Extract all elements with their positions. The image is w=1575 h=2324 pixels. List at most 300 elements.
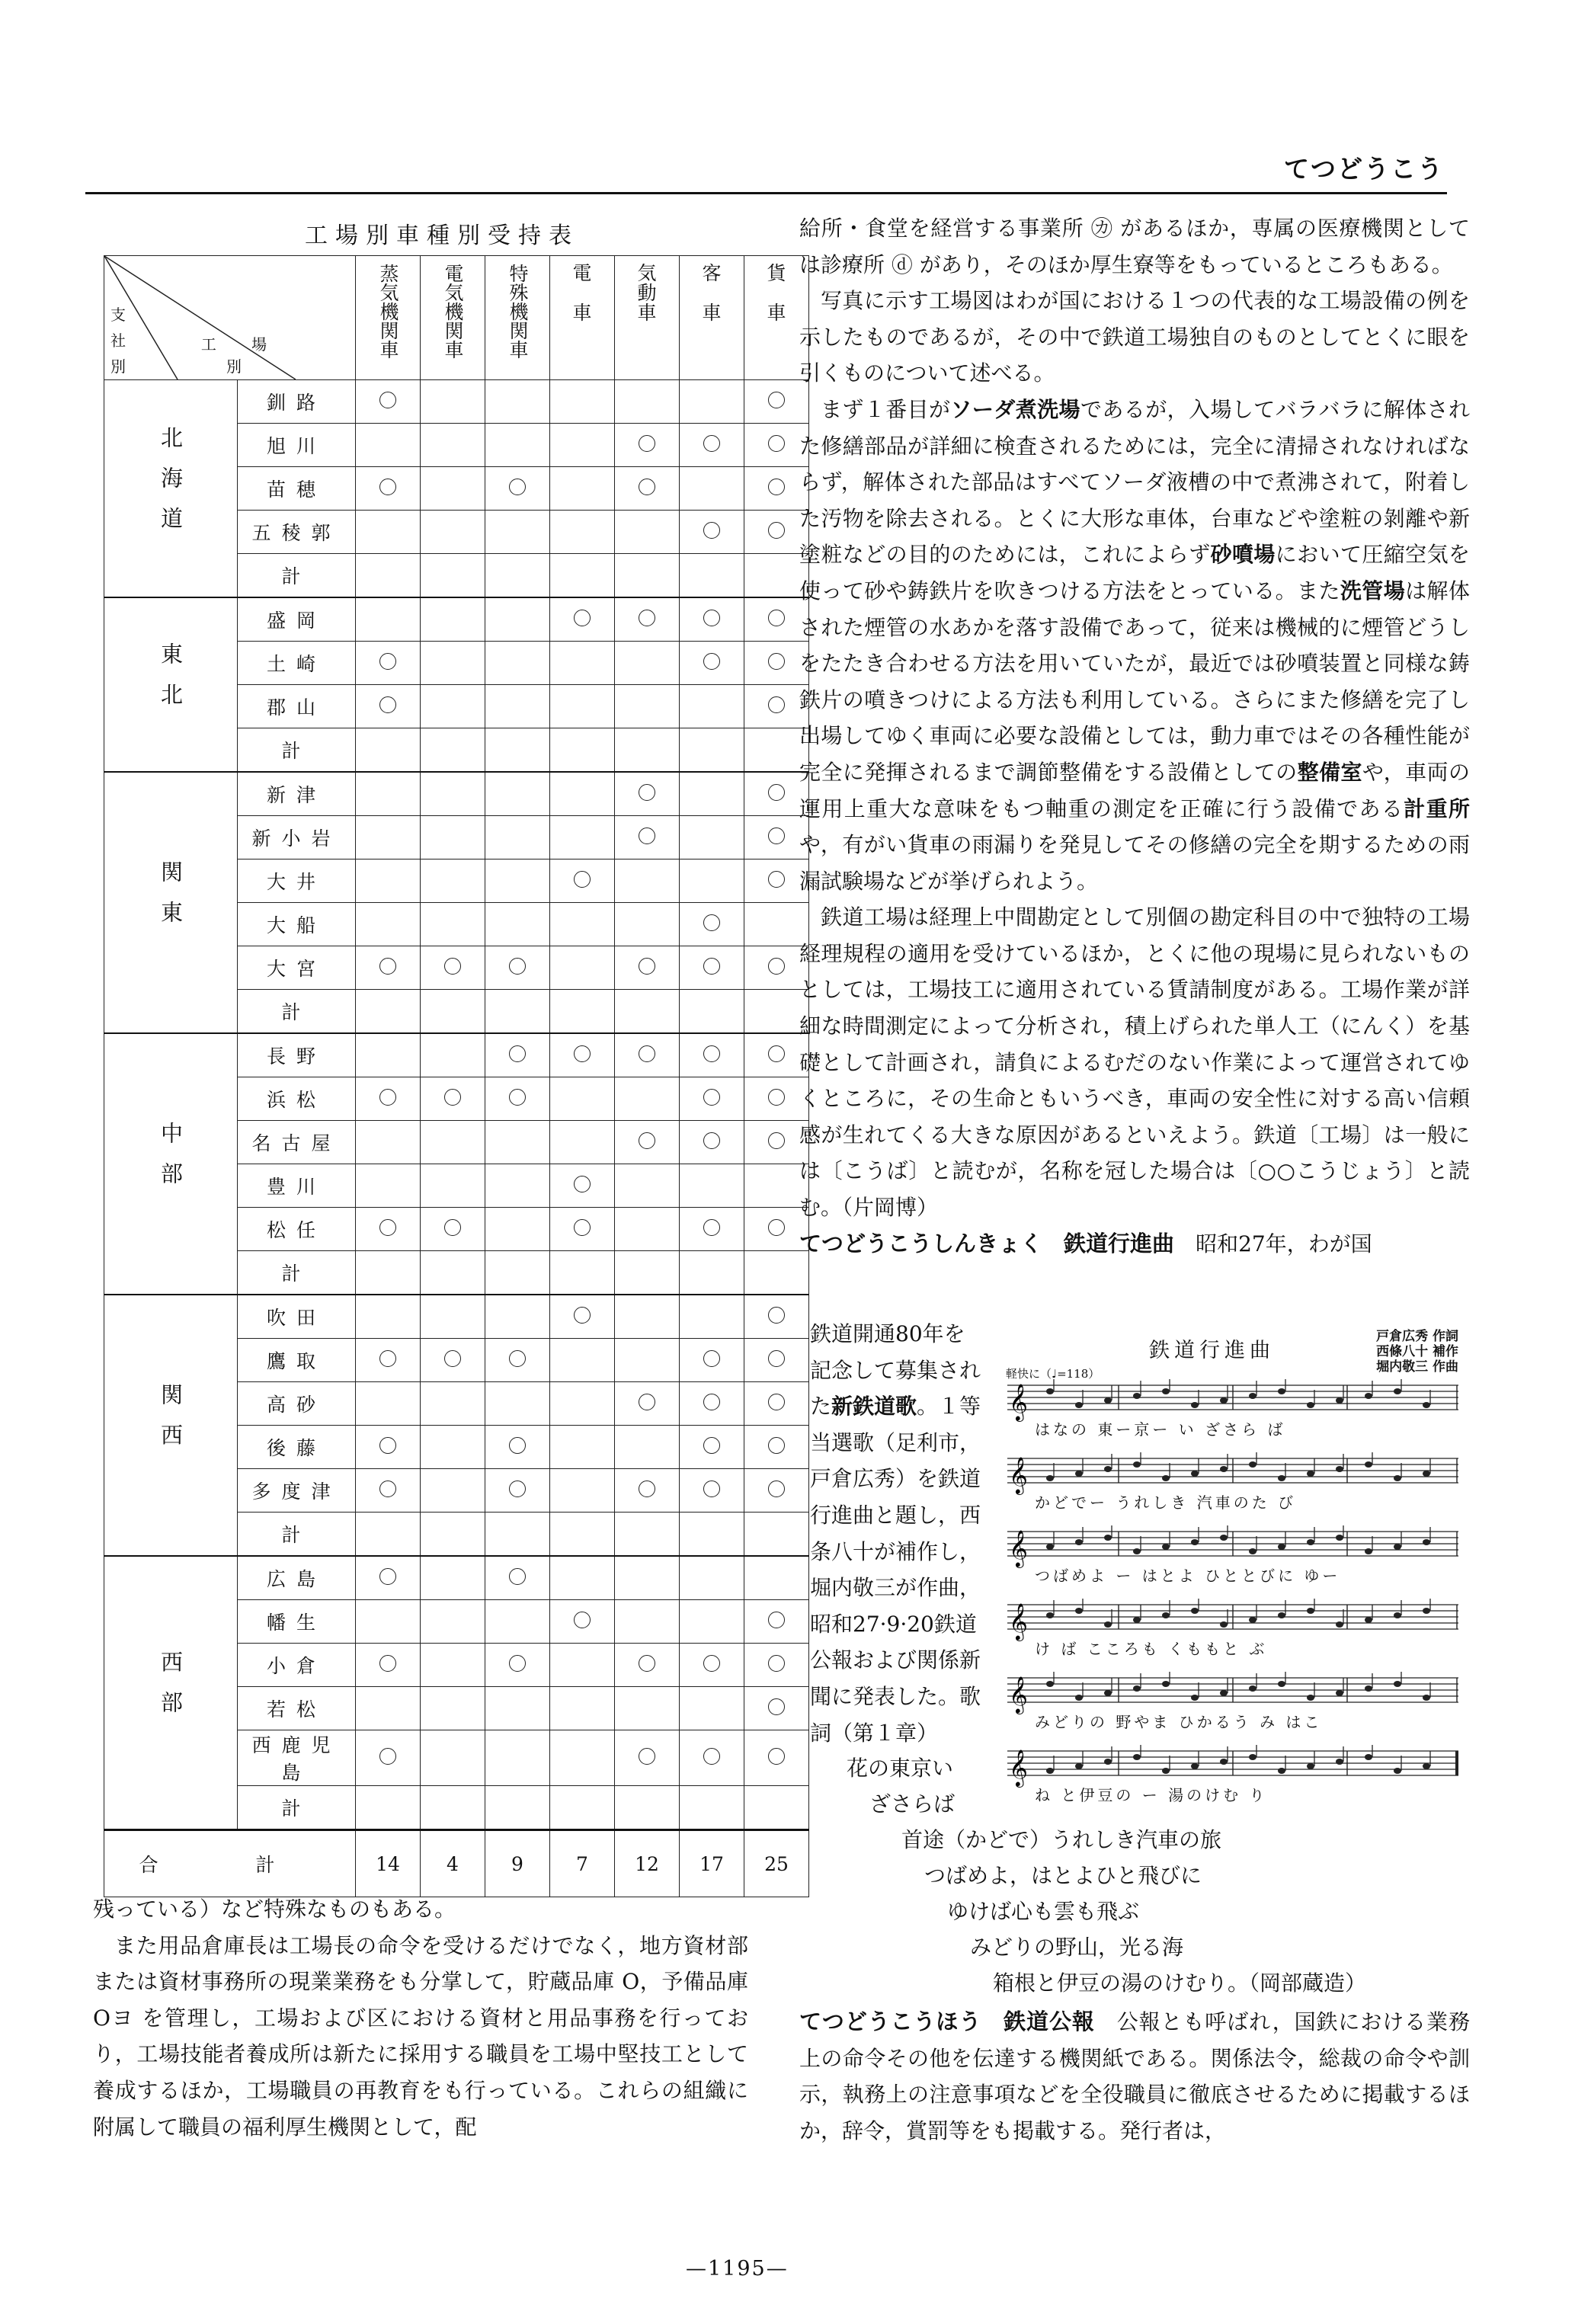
factory-name: 浜松: [238, 1077, 356, 1121]
mark-cell: [550, 1339, 615, 1382]
factory-name: 計: [238, 728, 356, 773]
mark-cell: [485, 511, 550, 554]
right-paragraph: まず１番目がソーダ煮洗場であるが，入場してバラバラに解体された修繕部品が詳細に検査されるためには，完全に清掃されなければならず，解体された部品はすべてソーダ液槽の中で煮沸されて，附着した汚物を除去される。とくに大形な車体，台車などや塗粧の剝離や新塗粧などの目的のためには，これによらず砂噴場において圧縮空気を使って砂や鋳鉄片を吹きつける方法をとっている。また洗管場は解体された煙管の水あかを落す設備であって，従来は機械的に煙管どうしをたたき合わせる方法を用いていたが，最近では砂噴装置と同様な鋳鉄片の噴きつけによる方法も利用している。さらにまた修繕を完了し出場してゆく車両に必要な設備としては，動力車ではその各種性能が完全に発揮されるまで調節整備をする設備としての整備室や，車両の運用上重大な意味をもつ軸重の測定を正確に行う設備である計重所や，有がい貨車の雨漏りを発見してその修繕の完全を期するための雨漏試験場などが挙げられよう。: [799, 396, 1470, 894]
mark-cell: [550, 642, 615, 685]
circle-mark-icon: [639, 479, 655, 495]
circle-mark-icon: [379, 479, 396, 495]
total-value: 14: [356, 1830, 421, 1897]
mark-cell: [550, 1687, 615, 1730]
table-row: [104, 1295, 809, 1339]
circle-mark-icon: [768, 1481, 785, 1497]
svg-text:𝄞: 𝄞: [1009, 1456, 1028, 1493]
mark-cell: [550, 816, 615, 859]
mark-cell: [421, 1556, 485, 1600]
mark-cell: [744, 1295, 809, 1339]
mark-cell: [615, 1644, 680, 1687]
factory-name: 多度津: [238, 1469, 356, 1513]
mark-cell: [680, 685, 744, 728]
mark-cell: [615, 1513, 680, 1557]
mark-cell: [356, 772, 421, 816]
entry-heading: てつどうこうほう: [799, 2009, 982, 2034]
mark-cell: [744, 1339, 809, 1382]
mark-cell: [615, 1426, 680, 1469]
mark-cell: [550, 728, 615, 773]
circle-mark-icon: [444, 958, 461, 975]
mark-cell: [680, 1786, 744, 1830]
mark-cell: [421, 728, 485, 773]
circle-mark-icon: [703, 1481, 720, 1497]
circle-mark-icon: [639, 784, 655, 801]
mark-cell: [485, 946, 550, 990]
mark-cell: [615, 380, 680, 424]
mark-cell: [421, 1295, 485, 1339]
mark-cell: [421, 1339, 485, 1382]
circle-mark-icon: [703, 914, 720, 931]
mark-cell: [421, 685, 485, 728]
lyric-under-staff: みどりの 野やま ひかるう み はこ: [1035, 1713, 1323, 1731]
mark-cell: [744, 1786, 809, 1830]
factory-name: 旭川: [238, 424, 356, 467]
factory-name: 松任: [238, 1208, 356, 1251]
mark-cell: [615, 728, 680, 773]
circle-mark-icon: [379, 1350, 396, 1367]
mark-cell: [356, 1469, 421, 1513]
mark-cell: [485, 1033, 550, 1077]
circle-mark-icon: [768, 1219, 785, 1236]
mark-cell: [550, 1164, 615, 1208]
mark-cell: [744, 1426, 809, 1469]
mark-cell: [550, 511, 615, 554]
svg-text:𝄞: 𝄞: [1009, 1749, 1028, 1786]
mark-cell: [485, 1644, 550, 1687]
svg-text:𝄞: 𝄞: [1009, 1383, 1028, 1420]
keyword: 砂噴場: [1210, 542, 1276, 568]
entry-heading: てつどうこうしんきょく: [799, 1230, 1043, 1256]
mark-cell: [615, 859, 680, 903]
mark-cell: [485, 467, 550, 511]
mark-cell: [356, 380, 421, 424]
mark-cell: [550, 1644, 615, 1687]
mark-cell: [680, 1382, 744, 1426]
mark-cell: [680, 1077, 744, 1121]
circle-mark-icon: [379, 1089, 396, 1106]
mark-cell: [615, 1077, 680, 1121]
mark-cell: [550, 1251, 615, 1295]
entry-title: 鉄道行進曲: [1064, 1230, 1175, 1256]
mark-cell: [680, 772, 744, 816]
mark-cell: [485, 1469, 550, 1513]
mark-cell: [615, 1600, 680, 1644]
mark-cell: [550, 903, 615, 946]
keyword: 計重所: [1404, 795, 1470, 821]
lyric-line: ざさらば: [869, 1791, 956, 1817]
mark-cell: [485, 1251, 550, 1295]
total-value: 4: [421, 1830, 485, 1897]
corner-branch-label: 支 社 別: [110, 306, 126, 376]
mark-cell: [356, 597, 421, 642]
mark-cell: [421, 772, 485, 816]
lyric-line: みどりの野山，光る海: [970, 1935, 1184, 1960]
circle-mark-icon: [703, 1655, 720, 1672]
factory-table: [104, 255, 809, 1897]
circle-mark-icon: [703, 1350, 720, 1367]
circle-mark-icon: [574, 1612, 591, 1628]
circle-mark-icon: [574, 1219, 591, 1236]
mark-cell: [485, 1382, 550, 1426]
mark-cell: [356, 554, 421, 598]
mark-cell: [356, 1644, 421, 1687]
circle-mark-icon: [379, 1437, 396, 1454]
circle-mark-icon: [768, 1394, 785, 1410]
left-paragraph: 残っている）など特殊なものもある。: [93, 1897, 456, 1922]
mark-cell: [550, 1382, 615, 1426]
mark-cell: [615, 1251, 680, 1295]
mark-cell: [615, 511, 680, 554]
mark-cell: [421, 1121, 485, 1164]
mark-cell: [485, 597, 550, 642]
circle-mark-icon: [703, 610, 720, 626]
mark-cell: [356, 1339, 421, 1382]
lyric-line: つばめよ，はとよひと飛びに: [924, 1863, 1202, 1888]
mark-cell: [356, 1786, 421, 1830]
total-label: 合 計: [104, 1830, 356, 1897]
mark-cell: [485, 1164, 550, 1208]
mark-cell: [615, 946, 680, 990]
circle-mark-icon: [703, 1132, 720, 1149]
lyric-under-staff: つばめよ ー はとよ ひととびに ゆー: [1035, 1567, 1341, 1585]
mark-cell: [680, 1208, 744, 1251]
factory-name: 長野: [238, 1033, 356, 1077]
mark-cell: [680, 816, 744, 859]
circle-mark-icon: [703, 653, 720, 670]
mark-cell: [356, 467, 421, 511]
branch-cell: 関東: [104, 772, 238, 1033]
mark-cell: [485, 772, 550, 816]
factory-name: 名古屋: [238, 1121, 356, 1164]
factory-name: 大船: [238, 903, 356, 946]
sheet-music: [1004, 1326, 1461, 1810]
mark-cell: [615, 1730, 680, 1786]
mark-cell: [421, 1644, 485, 1687]
mark-cell: [550, 772, 615, 816]
lyric-under-staff: け ば こころも くももと ぶ: [1035, 1640, 1268, 1658]
running-header: てつどうこう: [1284, 154, 1444, 184]
keyword: ソーダ煮洗場: [950, 396, 1080, 422]
mark-cell: [680, 946, 744, 990]
mark-cell: [615, 990, 680, 1034]
table-row: [104, 380, 809, 424]
circle-mark-icon: [509, 479, 526, 495]
circle-mark-icon: [768, 1132, 785, 1149]
mark-cell: [356, 685, 421, 728]
mark-cell: [615, 903, 680, 946]
mark-cell: [421, 946, 485, 990]
circle-mark-icon: [574, 871, 591, 888]
circle-mark-icon: [379, 653, 396, 670]
mark-cell: [485, 1121, 550, 1164]
mark-cell: [615, 424, 680, 467]
mark-cell: [680, 1251, 744, 1295]
right-paragraph: 鉄道工場は経理上中間勘定として別個の勘定科目の中で独特の工場経理規程の適用を受けているほか，とくに他の現場に見られないものとしては，工場技工に適用されている賃請制度がある。工場作業が詳細な時間測定によって分析され，積上げられた単人工（にんく）を基礎として計画され，請負によるむだのない作業によって運営されてゆくところに，その生命ともいうべき，車両の安全性に対する高い信頼感が生れてくる大きな原因があるといえよう。鉄道〔工場〕は一般には〔こうば〕と読むが，名称を冠した場合は〔○○こうじょう〕と読む。（片岡博）: [799, 904, 1470, 1221]
circle-mark-icon: [639, 1045, 655, 1062]
mark-cell: [550, 946, 615, 990]
mark-cell: [421, 859, 485, 903]
factory-name: 計: [238, 1786, 356, 1830]
circle-mark-icon: [768, 1655, 785, 1672]
mark-cell: [485, 903, 550, 946]
mark-cell: [550, 1426, 615, 1469]
mark-cell: [680, 1033, 744, 1077]
circle-mark-icon: [639, 958, 655, 975]
mark-cell: [680, 859, 744, 903]
mark-cell: [615, 554, 680, 598]
mark-cell: [744, 1556, 809, 1600]
table-corner-cell: [104, 256, 356, 380]
circle-mark-icon: [509, 1568, 526, 1585]
lyric-under-staff: はなの 東ー京ー い ざさら ば: [1035, 1420, 1286, 1439]
total-value: 25: [744, 1830, 809, 1897]
mark-cell: [421, 1251, 485, 1295]
lyric-under-staff: ね と伊豆の ー 湯のけむ り: [1035, 1786, 1268, 1804]
table-row: [104, 772, 809, 816]
mark-cell: [356, 642, 421, 685]
mark-cell: [680, 1164, 744, 1208]
mark-cell: [421, 380, 485, 424]
mark-cell: [485, 1295, 550, 1339]
circle-mark-icon: [768, 435, 785, 452]
mark-cell: [550, 1556, 615, 1600]
mark-cell: [680, 1730, 744, 1786]
mark-cell: [744, 1644, 809, 1687]
mark-cell: [680, 1644, 744, 1687]
col-header: 電気機関車: [421, 256, 485, 380]
mark-cell: [615, 685, 680, 728]
circle-mark-icon: [768, 479, 785, 495]
keyword: 洗管場: [1340, 578, 1406, 603]
mark-cell: [421, 642, 485, 685]
factory-name: 釧路: [238, 380, 356, 424]
mark-cell: [550, 1600, 615, 1644]
mark-cell: [485, 990, 550, 1034]
mark-cell: [680, 1426, 744, 1469]
svg-text:𝄞: 𝄞: [1009, 1676, 1028, 1713]
circle-mark-icon: [574, 1045, 591, 1062]
circle-mark-icon: [703, 1045, 720, 1062]
mark-cell: [615, 1339, 680, 1382]
factory-name: 西鹿児島: [238, 1730, 356, 1786]
circle-mark-icon: [444, 1089, 461, 1106]
circle-mark-icon: [509, 1437, 526, 1454]
mark-cell: [744, 1513, 809, 1557]
circle-mark-icon: [768, 653, 785, 670]
left-paragraph: また用品倉庫長は工場長の命令を受けるだけでなく，地方資材部または資材事務所の現業業務をも分掌して，貯蔵品庫 O，予備品庫 Oヨ を管理し，工場および区における資材と用品事務を行っており，工場技能者養成所は新たに採用する職員を工場中堅技工として養成するほか，工場職員の再教育をも行っている。これらの組織に附属して職員の福利厚生機関として，配: [93, 1932, 748, 2140]
right-paragraph: 写真に示す工場図はわが国における１つの代表的な工場設備の例を示したものであるが，その中で鉄道工場独自のものとしてとくに眼を引くものについて述べる。: [799, 288, 1470, 386]
mark-cell: [615, 1208, 680, 1251]
mark-cell: [356, 424, 421, 467]
mark-cell: [615, 772, 680, 816]
mark-cell: [356, 1382, 421, 1426]
factory-name: 計: [238, 990, 356, 1034]
factory-name: 後藤: [238, 1426, 356, 1469]
mark-cell: [680, 990, 744, 1034]
mark-cell: [680, 1600, 744, 1644]
circle-mark-icon: [768, 1350, 785, 1367]
mark-cell: [550, 1730, 615, 1786]
mark-cell: [615, 1164, 680, 1208]
mark-cell: [421, 467, 485, 511]
circle-mark-icon: [379, 1219, 396, 1236]
branch-cell: 中部: [104, 1033, 238, 1295]
mark-cell: [356, 511, 421, 554]
header-rule: [85, 192, 1447, 194]
mark-cell: [550, 554, 615, 598]
mark-cell: [680, 467, 744, 511]
mark-cell: [744, 1469, 809, 1513]
branch-cell: 関西: [104, 1295, 238, 1556]
circle-mark-icon: [574, 1307, 591, 1324]
mark-cell: [356, 816, 421, 859]
mark-cell: [550, 685, 615, 728]
circle-mark-icon: [768, 958, 785, 975]
circle-mark-icon: [768, 392, 785, 408]
mark-cell: [421, 424, 485, 467]
circle-mark-icon: [703, 1437, 720, 1454]
table-row: [104, 597, 809, 642]
circle-mark-icon: [639, 1748, 655, 1765]
factory-name: 土崎: [238, 642, 356, 685]
mark-cell: [485, 380, 550, 424]
mark-cell: [421, 1786, 485, 1830]
mark-cell: [421, 511, 485, 554]
branch-cell: 西部: [104, 1556, 238, 1830]
mark-cell: [421, 1600, 485, 1644]
col-header: 気 動 車: [615, 256, 680, 380]
table-row: [104, 1033, 809, 1077]
table-title: 工場別車種別受持表: [305, 222, 579, 249]
circle-mark-icon: [703, 1394, 720, 1410]
circle-mark-icon: [379, 958, 396, 975]
mark-cell: [356, 1077, 421, 1121]
circle-mark-icon: [509, 1481, 526, 1497]
circle-mark-icon: [768, 827, 785, 844]
svg-text:𝄞: 𝄞: [1009, 1602, 1028, 1640]
mark-cell: [550, 1033, 615, 1077]
mark-cell: [550, 467, 615, 511]
mark-cell: [485, 424, 550, 467]
factory-name: 大井: [238, 859, 356, 903]
mark-cell: [550, 1469, 615, 1513]
mark-cell: [550, 1786, 615, 1830]
lyric-line: 首途（かどで）うれしき汽車の旅: [901, 1827, 1222, 1852]
mark-cell: [680, 1339, 744, 1382]
mark-cell: [485, 728, 550, 773]
total-value: 17: [680, 1830, 744, 1897]
mark-cell: [615, 467, 680, 511]
mark-cell: [356, 903, 421, 946]
circle-mark-icon: [379, 1568, 396, 1585]
mark-cell: [680, 903, 744, 946]
col-header: 特殊機関車: [485, 256, 550, 380]
lyric-line: 箱根と伊豆の湯のけむり。（岡部蔵造）: [993, 1970, 1367, 1996]
mark-cell: [421, 990, 485, 1034]
mark-cell: [421, 1730, 485, 1786]
mark-cell: [550, 424, 615, 467]
branch-cell: 東北: [104, 597, 238, 772]
mark-cell: [680, 597, 744, 642]
mark-cell: [356, 1033, 421, 1077]
mark-cell: [550, 1208, 615, 1251]
circle-mark-icon: [703, 1089, 720, 1106]
mark-cell: [485, 1339, 550, 1382]
left-column-text: [93, 1891, 748, 2145]
mark-cell: [680, 1121, 744, 1164]
col-header: 客 車: [680, 256, 744, 380]
mark-cell: [356, 990, 421, 1034]
factory-name: 郡山: [238, 685, 356, 728]
score-tempo: 軽快に（♩=118）: [1006, 1367, 1100, 1381]
circle-mark-icon: [768, 1089, 785, 1106]
factory-name: 苗穂: [238, 467, 356, 511]
mark-cell: [550, 1295, 615, 1339]
mark-cell: [744, 1730, 809, 1786]
circle-mark-icon: [768, 522, 785, 539]
col-header: 電 車: [550, 256, 615, 380]
mark-cell: [421, 816, 485, 859]
circle-mark-icon: [768, 1748, 785, 1765]
mark-cell: [485, 1730, 550, 1786]
mark-cell: [680, 642, 744, 685]
mark-cell: [485, 642, 550, 685]
mark-cell: [550, 1121, 615, 1164]
mark-cell: [485, 1208, 550, 1251]
mark-cell: [615, 1033, 680, 1077]
circle-mark-icon: [574, 610, 591, 626]
mark-cell: [615, 642, 680, 685]
circle-mark-icon: [379, 1748, 396, 1765]
mark-cell: [485, 859, 550, 903]
mark-cell: [615, 1469, 680, 1513]
lyric-line: ゆけば心も雲も飛ぶ: [947, 1899, 1140, 1924]
circle-mark-icon: [639, 1481, 655, 1497]
mark-cell: [421, 554, 485, 598]
mark-cell: [615, 1121, 680, 1164]
mark-cell: [550, 380, 615, 424]
entry-railway-gazette: てつどうこうほう 鉄道公報 公報とも呼ばれ，国鉄における業務上の命令その他を伝達する機関紙である。関係法令，総裁の命令や訓示，執務上の注意事項などを全役職員に徹底させるために掲載するほか，辞令，賞罰等をも掲載する。発行者は，: [799, 2009, 1470, 2143]
circle-mark-icon: [509, 1655, 526, 1672]
circle-mark-icon: [379, 696, 396, 713]
circle-mark-icon: [768, 871, 785, 888]
circle-mark-icon: [768, 1437, 785, 1454]
circle-mark-icon: [768, 696, 785, 713]
mark-cell: [615, 597, 680, 642]
circle-mark-icon: [509, 1350, 526, 1367]
mark-cell: [356, 1164, 421, 1208]
mark-cell: [356, 1730, 421, 1786]
mark-cell: [356, 1687, 421, 1730]
mark-cell: [485, 1426, 550, 1469]
circle-mark-icon: [768, 1698, 785, 1715]
mark-cell: [615, 1295, 680, 1339]
factory-name: 計: [238, 1251, 356, 1295]
factory-name: 若松: [238, 1687, 356, 1730]
mark-cell: [615, 1382, 680, 1426]
circle-mark-icon: [703, 522, 720, 539]
factory-name: 広島: [238, 1556, 356, 1600]
mark-cell: [680, 511, 744, 554]
mark-cell: [744, 1382, 809, 1426]
circle-mark-icon: [444, 1350, 461, 1367]
factory-name: 豊川: [238, 1164, 356, 1208]
